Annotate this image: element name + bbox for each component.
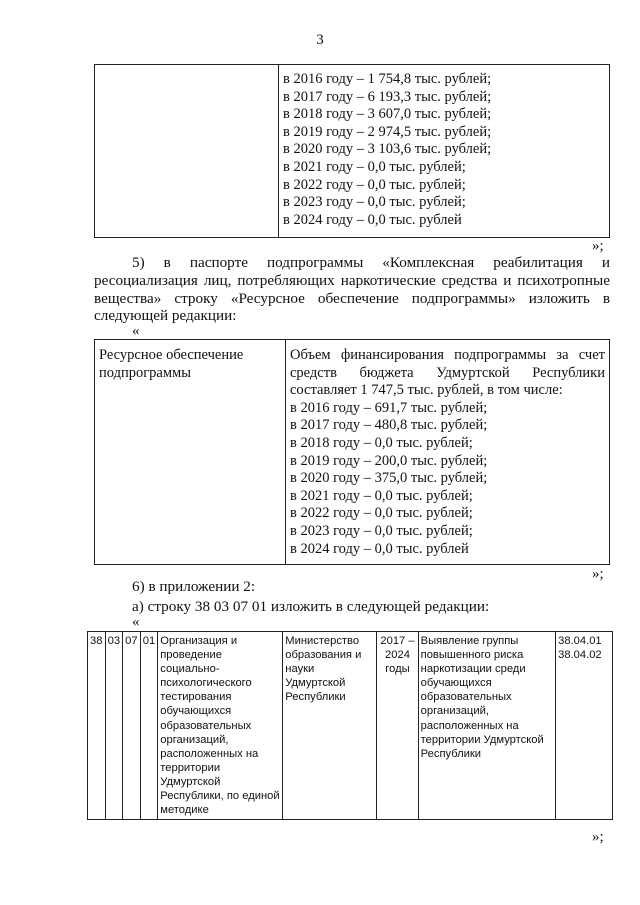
funding-year-line: в 2016 году – 691,7 тыс. рублей; bbox=[290, 399, 488, 416]
code-cell: 01 bbox=[140, 632, 158, 820]
funding-year-line: в 2022 году – 0,0 тыс. рублей; bbox=[283, 176, 466, 193]
indicator-code: 38.04.02 bbox=[558, 649, 602, 662]
funding-year-line: в 2020 году – 3 103,6 тыс. рублей; bbox=[283, 141, 492, 158]
funding-table-continued bbox=[94, 64, 610, 238]
item6-sub-a: а) строку 38 03 07 01 изложить в следующей редакции: bbox=[132, 598, 490, 615]
funding-year-line: в 2019 году – 2 974,5 тыс. рублей; bbox=[283, 123, 492, 140]
item5-line4: следующей редакции: bbox=[94, 307, 237, 324]
resource-label-cell bbox=[95, 340, 286, 565]
funding-year-line: в 2016 году – 1 754,8 тыс. рублей; bbox=[283, 71, 492, 87]
code-cell: 07 bbox=[123, 632, 141, 820]
indicator-code: 38.04.01 bbox=[558, 635, 602, 647]
funding-year-line: в 2024 году – 0,0 тыс. рублей bbox=[283, 211, 462, 228]
funding-year-line: в 2023 году – 0,0 тыс. рублей; bbox=[290, 522, 473, 539]
closing-quote: »; bbox=[592, 238, 604, 254]
closing-quote: »; bbox=[592, 566, 604, 582]
funding-intro-line2: средств бюджета Удмуртской Республики bbox=[290, 364, 605, 381]
item6-heading: 6) в приложении 2: bbox=[132, 578, 256, 595]
funding-year-line: в 2018 году – 0,0 тыс. рублей; bbox=[290, 434, 473, 451]
item5-line1: 5) в паспорте подпрограммы «Комплексная реабилитация и bbox=[132, 254, 610, 271]
closing-quote: »; bbox=[592, 829, 604, 845]
table-row bbox=[88, 632, 613, 820]
funding-years-cell bbox=[279, 65, 610, 238]
result-cell: Выявление группы повышенного риска наркотизации среди обучающихся образовательных организаций, расположенных на территории Удмуртской Республики bbox=[418, 632, 555, 820]
measure-cell: Организация и проведение социально-психологического тестирования обучающихся образовательных организаций, расположенных на территории Удмуртской Республики, по единой методике bbox=[158, 632, 283, 820]
funding-year-line: в 2021 году – 0,0 тыс. рублей; bbox=[283, 158, 466, 175]
program-row-table bbox=[87, 631, 613, 820]
funding-year-line: в 2017 году – 480,8 тыс. рублей; bbox=[290, 417, 488, 434]
code-cell: 03 bbox=[105, 632, 123, 820]
opening-quote: « bbox=[132, 614, 140, 630]
period-cell: 2017 – 2024 годы bbox=[377, 632, 418, 820]
item5-line2: ресоциализация лиц, потребляющих наркотические средства и психотропные bbox=[94, 272, 610, 289]
page-number: 3 bbox=[316, 32, 324, 48]
funding-intro-line1: Объем финансирования подпрограммы за счет bbox=[290, 347, 605, 363]
item5-line3: вещества» строку «Ресурсное обеспечение подпрограммы» изложить в bbox=[94, 290, 610, 307]
funding-year-line: в 2019 году – 200,0 тыс. рублей; bbox=[290, 452, 488, 469]
resource-value-cell bbox=[286, 340, 610, 565]
resource-label: Ресурсное обеспечение подпрограммы bbox=[99, 347, 244, 381]
funding-year-line: в 2022 году – 0,0 тыс. рублей; bbox=[290, 505, 473, 522]
funding-intro-line3: составляет 1 747,5 тыс. рублей, в том числе: bbox=[290, 382, 563, 399]
indicators-cell bbox=[556, 632, 613, 820]
executor-cell: Министерство образования и науки Удмуртской Республики bbox=[283, 632, 377, 820]
funding-year-line: в 2020 году – 375,0 тыс. рублей; bbox=[290, 470, 488, 487]
opening-quote: « bbox=[132, 323, 140, 339]
empty-label-cell bbox=[95, 65, 279, 238]
funding-year-line: в 2017 году – 6 193,3 тыс. рублей; bbox=[283, 88, 492, 105]
funding-year-line: в 2024 году – 0,0 тыс. рублей bbox=[290, 540, 469, 557]
code-cell: 38 bbox=[88, 632, 106, 820]
funding-year-line: в 2021 году – 0,0 тыс. рублей; bbox=[290, 487, 473, 504]
funding-year-line: в 2023 году – 0,0 тыс. рублей; bbox=[283, 194, 466, 211]
funding-year-line: в 2018 году – 3 607,0 тыс. рублей; bbox=[283, 106, 492, 123]
resource-provision-table bbox=[94, 339, 610, 565]
